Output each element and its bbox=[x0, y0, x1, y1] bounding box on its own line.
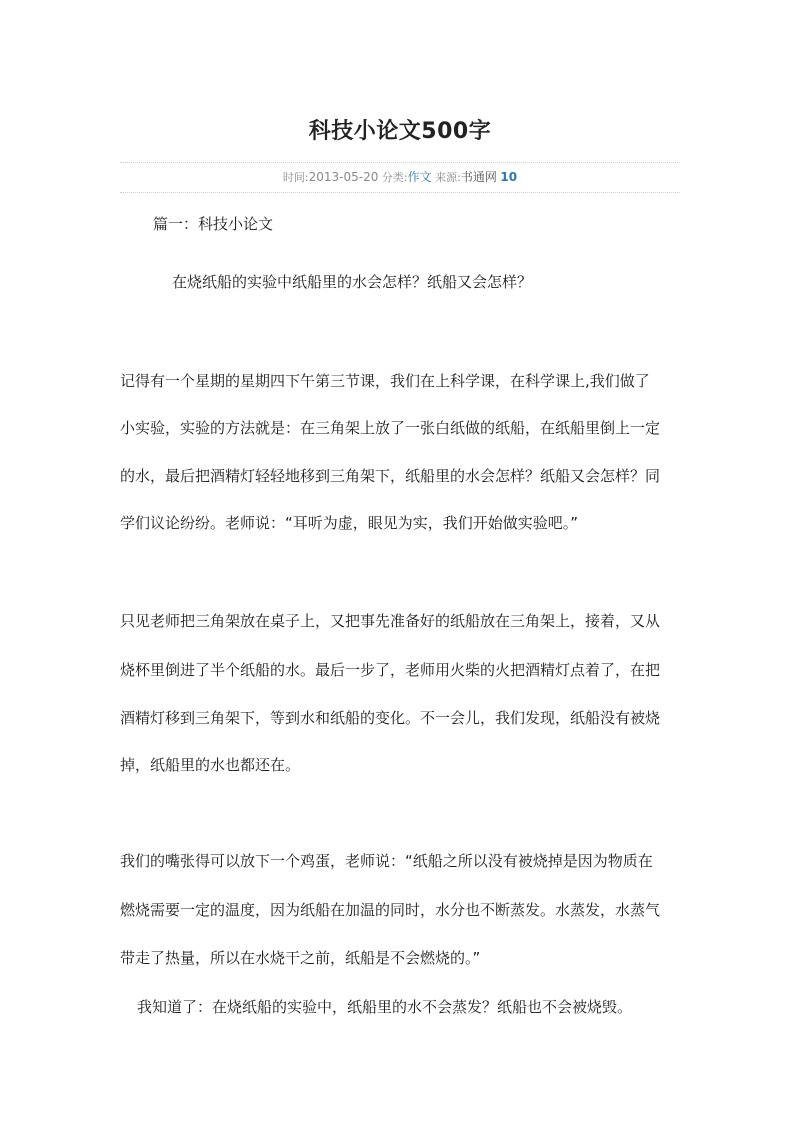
time-label: 时间: bbox=[282, 171, 309, 184]
paragraph-line: 我们的嘴张得可以放下一个鸡蛋，老师说：“纸船之所以没有被烧掉是因为物质在 bbox=[120, 852, 653, 870]
paragraph-line: 烧杯里倒进了半个纸船的水。最后一步了，老师用火柴的火把酒精灯点着了，在把 bbox=[120, 661, 661, 679]
source-value: 书通网 bbox=[460, 170, 497, 184]
section-heading: 篇一：科技小论文 bbox=[153, 215, 274, 233]
paragraph-line: 记得有一个星期的星期四下午第三节课，我们在上科学课，在科学课上,我们做了 bbox=[120, 372, 650, 390]
paragraph-line: 燃烧需要一定的温度，因为纸船在加温的同时，水分也不断蒸发。水蒸发，水蒸气 bbox=[120, 901, 661, 919]
article-meta bbox=[0, 168, 800, 185]
source-label: 来源: bbox=[435, 171, 461, 184]
paragraph-line: 掉，纸船里的水也都还在。 bbox=[120, 756, 301, 774]
intro-question: 在烧纸船的实验中纸船里的水会怎样？纸船又会怎样？ bbox=[172, 273, 533, 291]
paragraph-line: 只见老师把三角架放在桌子上，又把事先准备好的纸船放在三角架上，接着，又从 bbox=[120, 612, 661, 630]
meta-divider bbox=[120, 192, 680, 193]
category-link[interactable]: 作文 bbox=[407, 170, 432, 184]
paragraph-line: 我知道了：在烧纸船的实验中，纸船里的水不会蒸发？纸船也不会被烧毁。 bbox=[137, 998, 633, 1016]
paragraph-line: 酒精灯移到三角架下，等到水和纸船的变化。不一会儿，我们发现，纸船没有被烧 bbox=[120, 709, 661, 727]
paragraph-line: 小实验，实验的方法就是：在三角架上放了一张白纸做的纸船，在纸船里倒上一定 bbox=[120, 419, 661, 437]
category-label: 分类: bbox=[381, 171, 408, 184]
view-count: 10 bbox=[500, 170, 518, 184]
title-divider bbox=[120, 162, 680, 163]
paragraph-line: 学们议论纷纷。老师说：“耳听为虚，眼见为实，我们开始做实验吧。” bbox=[120, 514, 579, 532]
paragraph-line: 带走了热量，所以在水烧干之前，纸船是不会燃烧的。” bbox=[120, 949, 481, 967]
article-title: 科技小论文500字 bbox=[308, 119, 492, 144]
paragraph-line: 的水，最后把酒精灯轻轻地移到三角架下，纸船里的水会怎样？纸船又会怎样？同 bbox=[120, 467, 661, 485]
time-value: 2013-05-20 bbox=[308, 170, 379, 184]
